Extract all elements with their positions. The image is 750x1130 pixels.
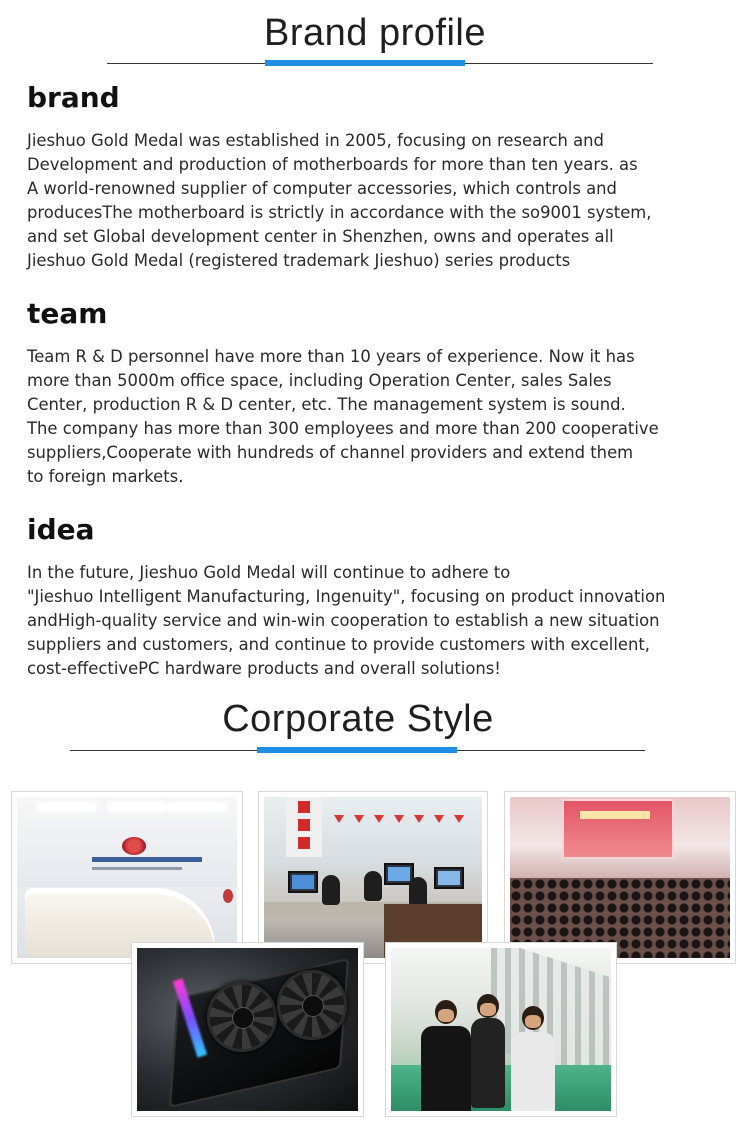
brand-heading: brand bbox=[27, 81, 120, 114]
corporate-style-accent-bar bbox=[257, 747, 457, 753]
team-heading: team bbox=[27, 297, 108, 330]
idea-paragraph: In the future, Jieshuo Gold Medal will continue to adhere to "Jieshuo Intelligent Manufacturing, Ingenuity", focusing on product innovation andHigh-quality service and win-win cooperation to establish a new situation suppliers and customers, and continue to provide customers with excellent, cost-effectivePC hardware products and overall solutions! bbox=[27, 563, 666, 678]
idea-heading: idea bbox=[27, 513, 95, 546]
brand-paragraph: Jieshuo Gold Medal was established in 2005, focusing on research and Development and production of motherboards for more than ten years. as A world-renowned supplier of computer accessories, which controls and producesThe motherboard is strictly in accordance with the so9001 system, and set Global development center in Shenzhen, owns and operates all Jieshuo Gold Medal (registered trademark Jieshuo) series products bbox=[27, 131, 652, 270]
photo-reception bbox=[11, 791, 243, 964]
photo-production-line bbox=[385, 942, 617, 1117]
photo-graphics-card bbox=[131, 942, 364, 1117]
corporate-style-title: Corporate Style bbox=[222, 698, 494, 740]
brand-profile-title: Brand profile bbox=[264, 12, 486, 54]
brand-profile-accent-bar bbox=[265, 60, 465, 66]
photo-office bbox=[258, 791, 488, 964]
photo-company-event bbox=[504, 791, 736, 964]
company-logo-image bbox=[122, 837, 146, 855]
team-paragraph: Team R & D personnel have more than 10 years of experience. Now it has more than 5000m office space, including Operation Center, sales Sales Center, production R & D center, etc. The management system is sound. The company has more than 300 employees and more than 200 cooperative suppliers,Cooperate with hundreds of channel providers and extend them to foreign markets. bbox=[27, 347, 659, 486]
